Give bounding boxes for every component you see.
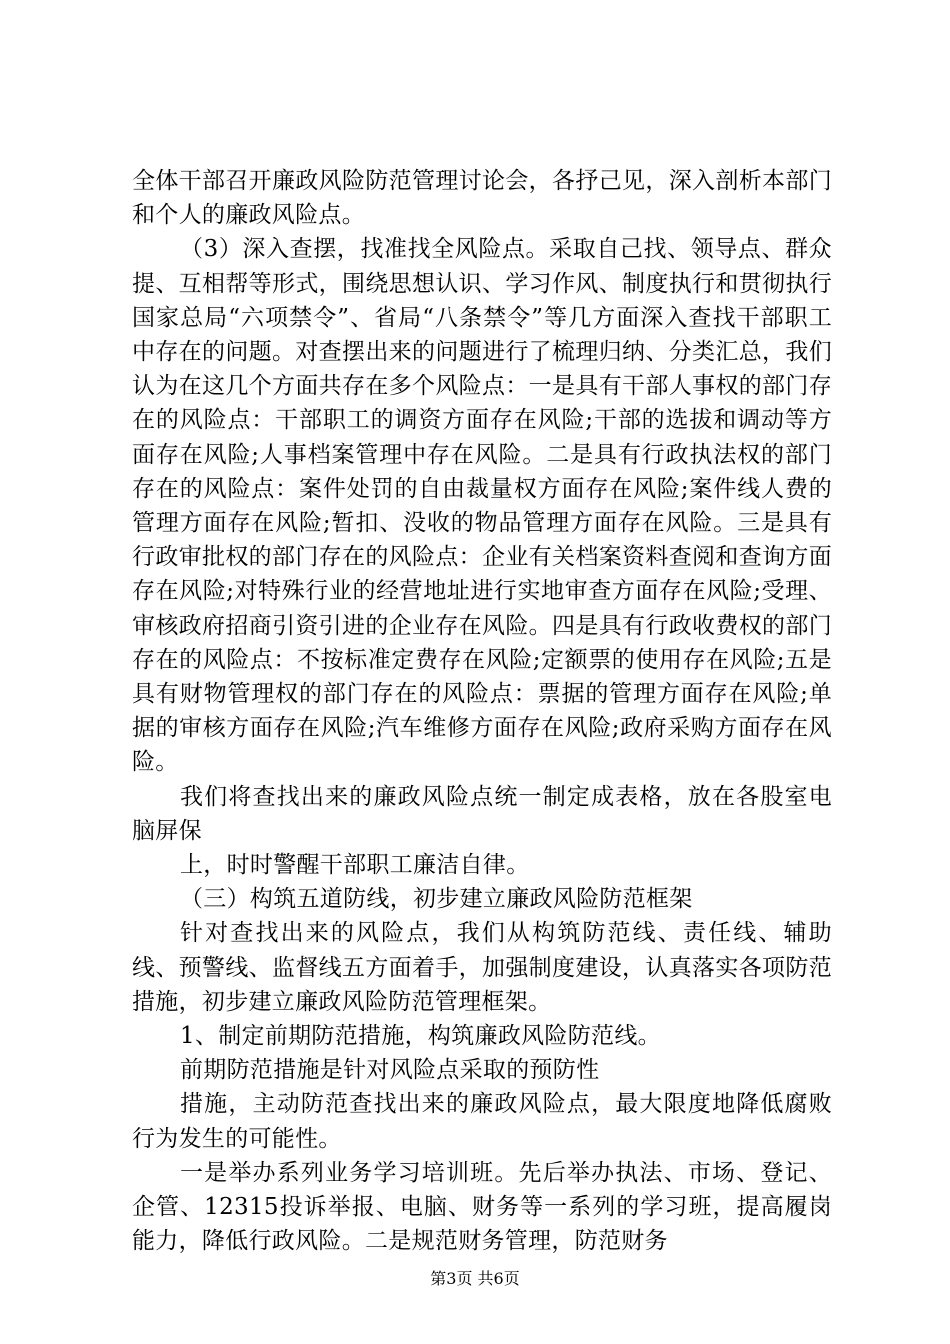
- paragraph-3: 我们将查找出来的廉政风险点统一制定成表格，放在各股室电脑屏保: [132, 783, 832, 844]
- paragraph-1: 全体干部召开廉政风险防范管理讨论会，各抒己见，深入剖析本部门和个人的廉政风险点。: [132, 168, 832, 229]
- subheading-1: 1、制定前期防范措施，构筑廉政风险防范线。: [180, 1023, 661, 1050]
- paragraph-4: 上，时时警醒干部职工廉洁自律。: [180, 852, 530, 879]
- section-heading: （三）构筑五道防线，初步建立廉政风险防范框架: [180, 886, 693, 913]
- page-number-footer: 第3页 共6页: [430, 1269, 520, 1288]
- paragraph-2: （3）深入查摆，找准找全风险点。采取自己找、领导点、群众提、互相帮等形式，围绕思想认识、学习作风、制度执行和贯彻执行国家总局“六项禁令”、省局“八条禁令”等几方面深入查找干部职工中存在的问题。对查摆出来的问题进行了梳理归纳、分类汇总，我们认为在这几个方面共存在多个风险点：一是具有干部人事权的部门存在的风险点：干部职工的调资方面存在风险;干部的选拔和调动等方面存在风险;人事档案管理中存在风险。二是具有行政执法权的部门存在的风险点：案件处罚的自由裁量权方面存在风险;案件线人费的管理方面存在风险;暂扣、没收的物品管理方面存在风险。三是具有行政审批权的部门存在的风险点：企业有关档案资料查阅和查询方面存在风险;对特殊行业的经营地址进行实地审查方面存在风险;受理、审核政府招商引资引进的企业存在风险。四是具有行政收费权的部门存在的风险点：不按标准定费存在风险;定额票的使用存在风险;五是具有财物管理权的部门存在的风险点：票据的管理方面存在风险;单据的审核方面存在风险;汽车维修方面存在风险;政府采购方面存在风险。: [132, 236, 832, 776]
- paragraph-6: 针对查找出来的风险点，我们从构筑防范线、责任线、辅助线、预警线、监督线五方面着手，加强制度建设，认真落实各项防范措施，初步建立廉政风险防范管理框架。: [132, 920, 832, 1015]
- document-body: [132, 164, 832, 1259]
- paragraph-9: 措施，主动防范查找出来的廉政风险点，最大限度地降低腐败行为发生的可能性。: [132, 1091, 832, 1152]
- paragraph-10: 一是举办系列业务学习培训班。先后举办执法、市场、登记、企管、12315投诉举报、电脑、财务等一系列的学习班，提高履岗能力，降低行政风险。二是规范财务管理，防范财务: [132, 1159, 832, 1255]
- paragraph-8: 前期防范措施是针对风险点采取的预防性: [180, 1057, 600, 1084]
